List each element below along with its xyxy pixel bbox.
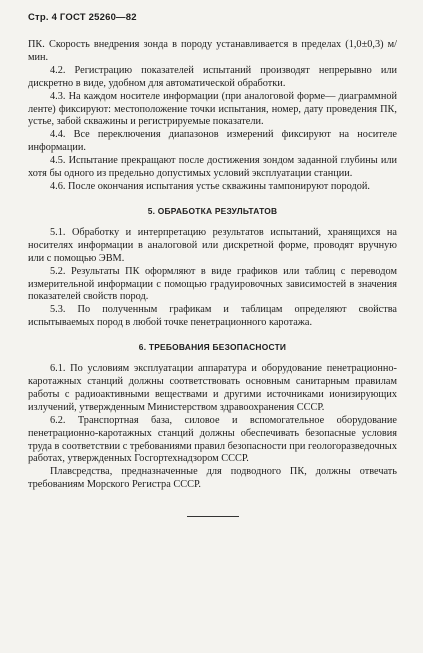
page-header: Стр. 4 ГОСТ 25260—82: [28, 12, 137, 23]
paragraph: 4.5. Испытание прекращают после достижения зондом заданной глубины или хотя бы одного из предельно допустимых условий эксплуатации станции.: [28, 155, 397, 180]
paragraph: 4.6. После окончания испытания устье скважины тампонируют породой.: [50, 180, 370, 192]
paragraph: 4.3. На каждом носителе информации (при аналоговой форме— диаграммной ленте) фиксируют: местоположение точки испытания, номер, дату проведения ПК, устье, забой скважины и регистрируемые показатели.: [28, 90, 397, 128]
end-divider: [187, 516, 239, 517]
paragraph: 6.2. Транспортная база, силовое и вспомогательное оборудование пенетрационно-каротажных станций должны обеспечивать безопасные условия труда в соответствии с требованиями правил безопасности при геологоразведочных работах, утвержденных Госгортехнадзором СССР.: [28, 414, 397, 465]
paragraph: 4.4. Все переключения диапазонов измерений фиксируют на носителе информации.: [28, 129, 397, 154]
paragraph: 5.2. Результаты ПК оформляют в виде графиков или таблиц с переводом измерительной информации с помощью градуировочных зависимостей в значения показателей свойств пород.: [28, 265, 397, 303]
paragraph: ПК. Скорость внедрения зонда в породу устанавливается в пределах (1,0±0,3) м/мин.: [28, 39, 397, 63]
paragraph: 5.3. По полученным графикам и таблицам определяют свойства испытываемых пород в любой точке пенетрационного каротажа.: [28, 304, 397, 329]
paragraph: 5.1. Обработку и интерпретацию результатов испытаний, хранящихся на носителях информации в аналоговой или дискретной форме, проводят вручную или с помощью ЭВМ.: [28, 226, 397, 264]
section-heading: 6. ТРЕБОВАНИЯ БЕЗОПАСНОСТИ: [138, 342, 287, 353]
paragraph: 4.2. Регистрацию показателей испытаний производят непрерывно или дискретно в виде, удобном для автоматической обработки.: [28, 64, 397, 89]
paragraph: Плавсредства, предназначенные для подводного ПК, должны отвечать требованиям Морского Регистра СССР.: [28, 466, 397, 491]
paragraph: 6.1. По условиям эксплуатации аппаратура и оборудование пенетрационно-каротажных станций должны соответствовать основным санитарным правилам работы с радиоактивными веществами и другими источниками ионизирующих излучений, утвержденным Министерством здравоохранения СССР.: [28, 363, 397, 413]
section-heading: 5. ОБРАБОТКА РЕЗУЛЬТАТОВ: [147, 205, 278, 216]
